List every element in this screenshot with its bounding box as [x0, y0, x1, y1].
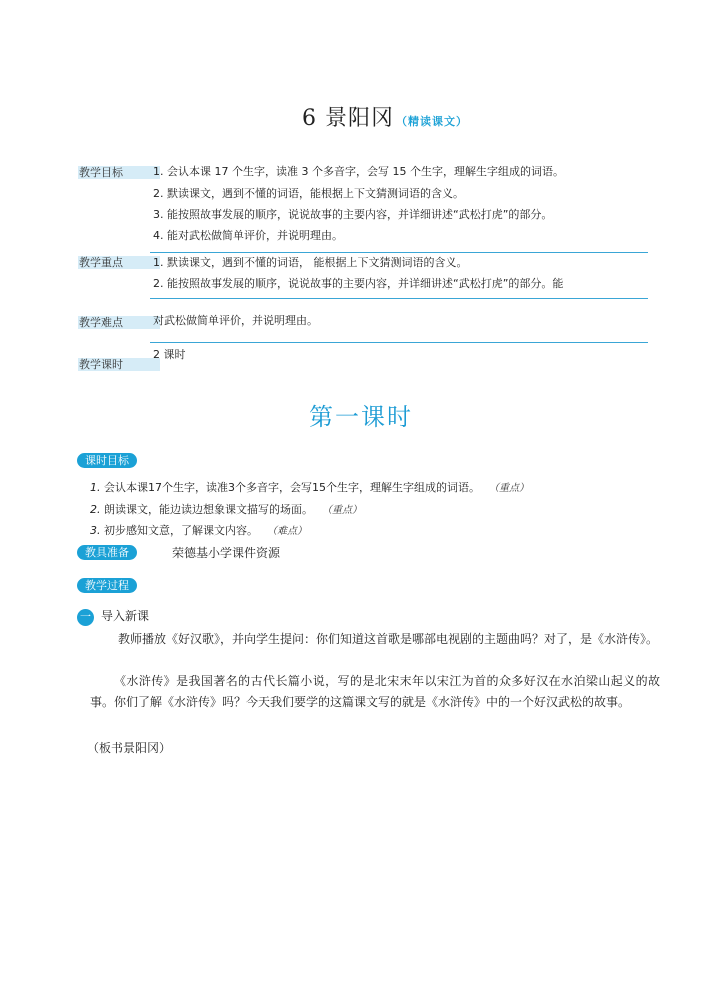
- objective-text: 初步感知文意，了解课文内容。: [104, 524, 258, 537]
- lesson-title: [302, 101, 468, 132]
- divider-3: [150, 342, 648, 343]
- step-title: 导入新课: [101, 609, 150, 623]
- lesson-title-text: 6 景阳冈: [302, 106, 394, 131]
- objective-item-3: [90, 522, 307, 538]
- difficulty-label: 教学难点: [79, 316, 123, 329]
- objective-tag: （重点）: [494, 483, 529, 494]
- key-item-2: 2. 能按照故事发展的顺序，说说故事的主要内容，并详细讲述“武松打虎”的部分。能: [153, 277, 564, 290]
- period-title: 第一课时: [309, 403, 413, 431]
- difficulty-text: 对武松做简单评价，并说明理由。: [153, 314, 318, 327]
- prep-pill: 教具准备: [77, 545, 137, 560]
- step-number-badge: 一: [77, 609, 94, 626]
- objective-item-2: [90, 501, 362, 517]
- goal-item-1: 1. 会认本课 17 个生字，读准 3 个多音字，会写 15 个生字，理解生字组成的词语。: [153, 165, 564, 178]
- goals-label: 教学目标: [79, 166, 123, 179]
- key-item-1: 1. 默读课文，遇到不懂的词语， 能根据上下文猜测词语的含义。: [153, 256, 468, 269]
- hours-label: 教学课时: [79, 358, 123, 371]
- paragraph-2: 《水浒传》是我国著名的古代长篇小说，写的是北宋末年以宋江为首的众多好汉在水泊梁山起义的故事。你们了解《水浒传》吗？今天我们要学的这篇课文写的就是《水浒传》中的一个好汉武松的故事。: [90, 674, 660, 709]
- goal-item-2: 2. 默读课文，遇到不懂的词语，能根据上下文猜测词语的含义。: [153, 187, 464, 200]
- divider-1: [150, 252, 648, 253]
- goal-item-4: 4. 能对武松做简单评价，并说明理由。: [153, 229, 343, 242]
- board-note: （板书景阳冈）: [87, 741, 172, 755]
- objective-tag: （重点）: [327, 505, 362, 516]
- objectives-pill: 课时目标: [77, 453, 137, 468]
- objective-text: 朗读课文，能边读边想象课文描写的场面。: [104, 503, 313, 516]
- hours-text: 2 课时: [153, 348, 186, 361]
- objective-item-1: [90, 479, 529, 495]
- divider-2: [150, 298, 648, 299]
- objective-num: 3.: [90, 524, 101, 537]
- objective-text: 会认本课17个生字，读准3个多音字，会写15个生字，理解生字组成的词语。: [104, 481, 480, 494]
- key-label: 教学重点: [79, 256, 123, 269]
- objective-tag: （难点）: [272, 526, 307, 537]
- objective-num: 2.: [90, 503, 101, 516]
- objective-num: 1.: [90, 481, 101, 494]
- goal-item-3: 3. 能按照故事发展的顺序，说说故事的主要内容，并详细讲述“武松打虎”的部分。: [153, 208, 553, 221]
- paragraph-1: 教师播放《好汉歌》，并向学生提问：你们知道这首歌是哪部电视剧的主题曲吗？对了，是《水浒传》。: [118, 632, 659, 646]
- lesson-subtitle: （精读课文）: [396, 115, 468, 128]
- process-pill: 教学过程: [77, 578, 137, 593]
- prep-text: 荣德基小学课件资源: [172, 546, 281, 560]
